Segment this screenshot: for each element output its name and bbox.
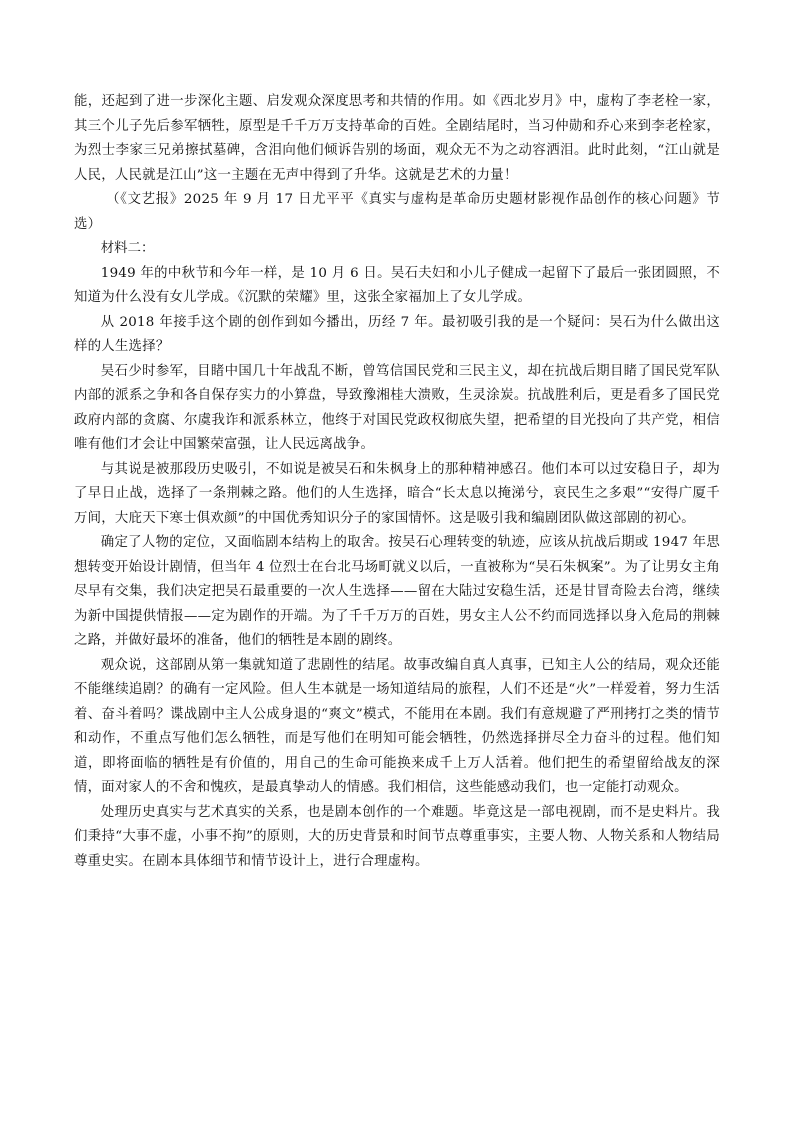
paragraph: 从 2018 年接手这个剧的创作到如今播出，历经 7 年。最初吸引我的是一个疑问：吴石为什么做出这样的人生选择？	[74, 314, 720, 354]
paragraph-continuation: 能，还起到了进一步深化主题、启发观众深度思考和共情的作用。如《西北岁月》中，虚构了李老栓一家，其三个儿子先后参军牺牲，原型是千千万万支持革命的百姓。全剧结尾时，当习仲勋和乔心来到李老栓家，为烈士李家三兄弟擦拭墓碑，含泪向他们倾诉告别的场面，观众无不为之动容洒泪。此时此刻，“江山就是人民，人民就是江山”这一主题在无声中得到了升华。这就是艺术的力量！	[74, 94, 720, 183]
paragraph: 吴石少时参军，目睹中国几十年战乱不断，曾笃信国民党和三民主义，却在抗战后期目睹了国民党军队内部的派系之争和各自保存实力的小算盘，导致豫湘桂大溃败，生灵涂炭。抗战胜利后，更是看多了国民党政府内部的贪腐、尔虞我诈和派系林立，他终于对国民党政权彻底失望，把希望的目光投向了共产党，相信唯有他们才会让中国繁荣富强，让人民远离战争。	[74, 363, 720, 452]
source-citation: （《文艺报》2025 年 9 月 17 日尤平平《真实与虚构是革命历史题材影视作品创作的核心问题》节选）	[74, 192, 720, 232]
paragraph: 与其说是被那段历史吸引，不如说是被吴石和朱枫身上的那种精神感召。他们本可以过安稳日子，却为了早日止战，选择了一条荆棘之路。他们的人生选择，暗合“长太息以掩涕兮，哀民生之多艰”“安得广厦千万间，大庇天下寒士俱欢颜”的中国优秀知识分子的家国情怀。这是吸引我和编剧团队做这部剧的初心。	[74, 461, 720, 526]
section-label-material-two: 材料二：	[100, 241, 155, 256]
paragraph: 确定了人物的定位，又面临剧本结构上的取舍。按吴石心理转变的轨迹，应该从抗战后期或 1947 年思想转变开始设计剧情，但当年 4 位烈士在台北马场町就义以后，一直被称为“吴石朱枫案”。为了让男女主角尽早有交集，我们决定把吴石最重要的一次人生选择——留在大陆过安稳生活，还是甘冒奇险去台湾，继续为新中国提供情报——定为剧作的开端。为了千千万万的百姓，男女主人公不约而同选择以身入危局的荆棘之路，并做好最坏的准备，他们的牺牲是本剧的剧终。	[74, 535, 720, 648]
paragraph: 处理历史真实与艺术真实的关系，也是剧本创作的一个难题。毕竟这是一部电视剧，而不是史料片。我们秉持“大事不虚，小事不拘”的原则，大的历史背景和时间节点尊重事实，主要人物、人物关系和人物结局尊重史实。在剧本具体细节和情节设计上，进行合理虚构。	[74, 804, 720, 869]
paragraph: 观众说，这部剧从第一集就知道了悲剧性的结尾。故事改编自真人真事，已知主人公的结局，观众还能不能继续追剧？的确有一定风险。但人生本就是一场知道结局的旅程，人们不还是“火”一样爱着，努力生活着、奋斗着吗？谍战剧中主人公成身退的“爽文”模式，不能用在本剧。我们有意规避了严刑拷打之类的情节和动作，不重点写他们怎么牺牲，而是写他们在明知可能会牺牲，仍然选择拼尽全力奋斗的过程。他们知道，即将面临的牺牲是有价值的，用自己的生命可能换来成千上万人活着。他们把生的希望留给战友的深情，面对家人的不舍和愧疚，是最真挚动人的情感。我们相信，这些能感动我们，也一定能打动观众。	[74, 657, 720, 795]
document-page	[74, 90, 720, 874]
paragraph: 1949 年的中秋节和今年一样，是 10 月 6 日。吴石夫妇和小儿子健成一起留下了最后一张团圆照，不知道为什么没有女儿学成。《沉默的荣耀》里，这张全家福加上了女儿学成。	[74, 265, 720, 305]
